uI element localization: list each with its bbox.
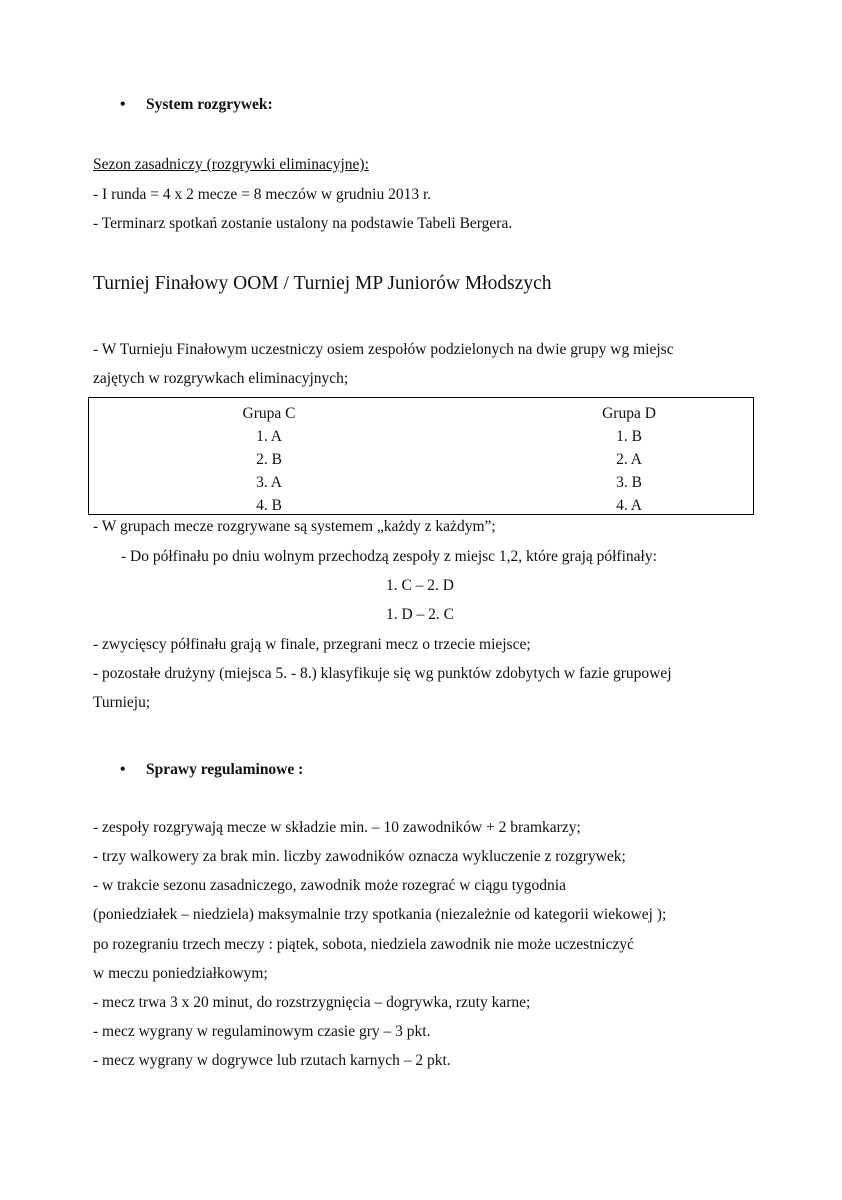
text-line: - W grupach mecze rozgrywane są systemem „każdy z każdym”; [93,518,496,535]
text-line: - mecz wygrany w dogrywce lub rzutach karnych – 2 pkt. [93,1052,451,1069]
season-subtitle: Sezon zasadniczy (rozgrywki eliminacyjne): [93,156,369,173]
section-title: Sprawy regulaminowe : [146,761,304,778]
text-line: po rozegraniu trzech meczy : piątek, sobota, niedziela zawodnik nie może uczestniczyć [93,936,634,953]
text-line: - Do półfinału po dniu wolnym przechodzą zespoły z miejsc 1,2, które grają półfinały: [121,548,657,565]
text-line: (poniedziałek – niedziela) maksymalnie trzy spotkania (niezależnie od kategorii wiekowej ); [93,906,667,923]
text-line: - trzy walkowery za brak min. liczby zawodników oznacza wykluczenie z rozgrywek; [93,848,626,865]
section-system-heading [120,96,273,114]
text-line: - mecz wygrany w regulaminowym czasie gry – 3 pkt. [93,1023,431,1040]
group-c-row: 4. B [256,497,282,514]
text-line: w meczu poniedziałkowym; [93,965,268,982]
group-d-header: Grupa D [602,405,656,422]
text-line: - W Turnieju Finałowym uczestniczy osiem zespołów podzielonych na dwie grupy wg miejsc [93,341,674,358]
semifinal-pair: 1. D – 2. C [385,606,455,623]
text-line: - I runda = 4 x 2 mecze = 8 meczów w grudniu 2013 r. [93,186,432,203]
group-c-row: 2. B [256,451,282,468]
tournament-heading: Turniej Finałowy OOM / Turniej MP Juniorów Młodszych [93,273,552,294]
group-c-row: 3. A [256,474,282,491]
section-rules-heading [120,761,303,779]
group-d-row: 3. B [616,474,642,491]
bullet-icon: • [120,761,126,778]
text-line: Turnieju; [93,694,151,711]
group-c-row: 1. A [256,428,282,445]
group-d-row: 2. A [616,451,642,468]
semifinal-pair: 1. C – 2. D [385,577,455,594]
text-line: zajętych w rozgrywkach eliminacyjnych; [93,370,349,387]
text-line: - mecz trwa 3 x 20 minut, do rozstrzygnięcia – dogrywka, rzuty karne; [93,994,531,1011]
group-d-row: 1. B [616,428,642,445]
section-title: System rozgrywek: [146,96,273,113]
group-d-column [569,402,689,517]
group-d-row: 4. A [616,497,642,514]
text-line: - Terminarz spotkań zostanie ustalony na podstawie Tabeli Bergera. [93,215,513,232]
text-line: - zespoły rozgrywają mecze w składzie min. – 10 zawodników + 2 bramkarzy; [93,819,581,836]
groups-table [88,397,754,515]
text-line: - zwycięscy półfinału grają w finale, przegrani mecz o trzecie miejsce; [93,636,531,653]
group-c-header: Grupa C [242,405,296,422]
text-line: - pozostałe drużyny (miejsca 5. - 8.) klasyfikuje się wg punktów zdobytych w fazie grupowej [93,665,672,682]
bullet-icon: • [120,96,126,113]
group-c-column [209,402,329,517]
text-line: - w trakcie sezonu zasadniczego, zawodnik może rozegrać w ciągu tygodnia [93,877,566,894]
